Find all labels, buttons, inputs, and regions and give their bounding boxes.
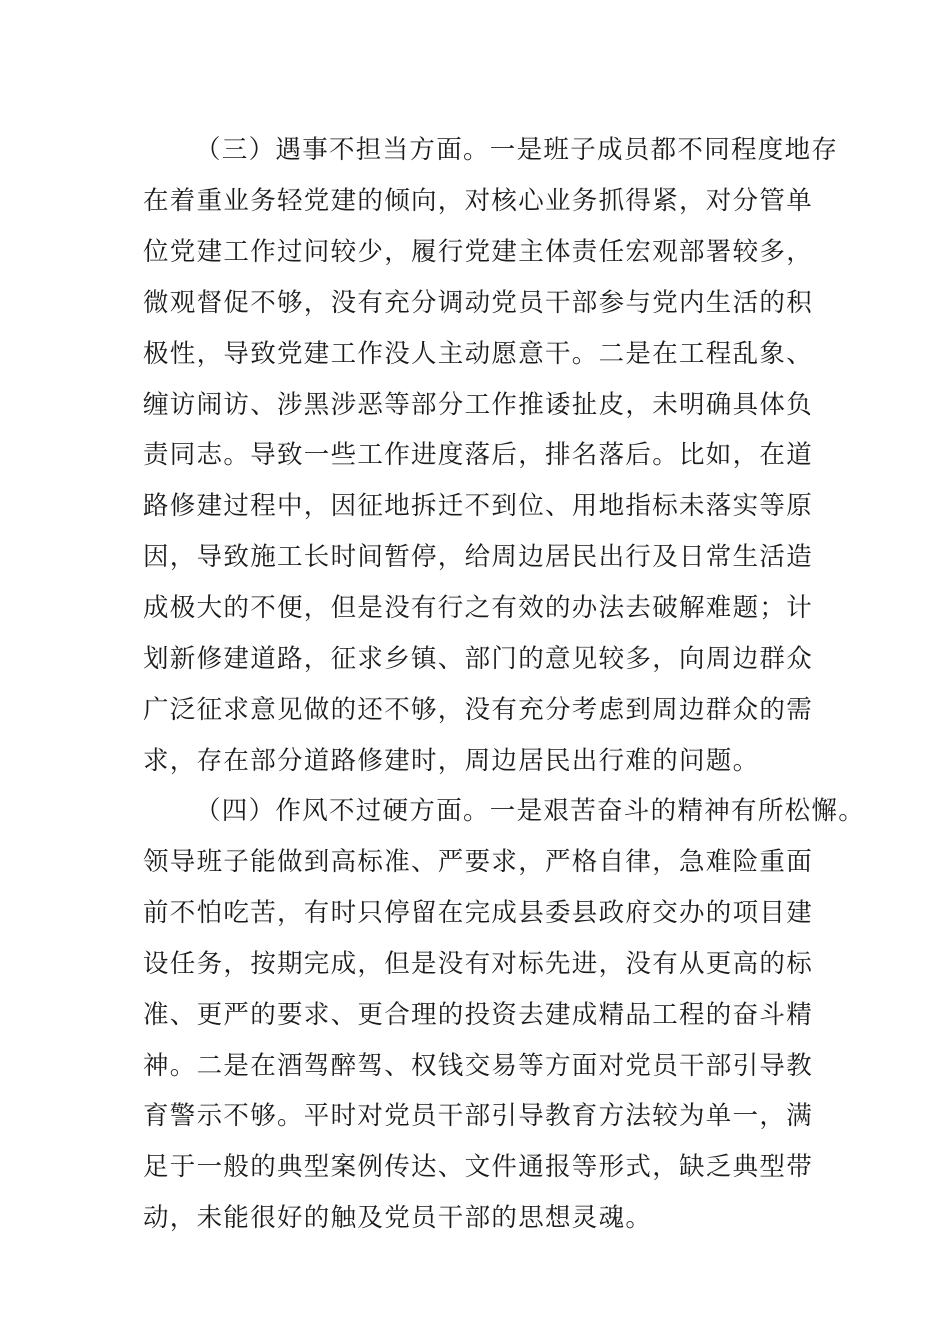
- text-line: 缠访闹访、涉黑涉恶等部分工作推诿扯皮，未明确具体负: [143, 390, 814, 420]
- text-line: 划新修建道路，征求乡镇、部门的意见较多，向周边群众: [143, 644, 814, 674]
- text-line: 前不怕吃苦，有时只停留在完成县委县政府交办的项目建: [143, 898, 814, 928]
- text-line: 位党建工作过问较少，履行党建主体责任宏观部署较多，: [143, 237, 814, 267]
- text-line: （三）遇事不担当方面。一是班子成员都不同程度地存: [195, 135, 839, 165]
- text-line: 足于一般的典型案例传达、文件通报等形式，缺乏典型带: [143, 1152, 814, 1182]
- text-line: 在着重业务轻党建的倾向，对核心业务抓得紧，对分管单: [143, 186, 814, 216]
- text-line: 设任务，按期完成，但是没有对标先进，没有从更高的标: [143, 949, 814, 979]
- text-line: 极性，导致党建工作没人主动愿意干。二是在工程乱象、: [143, 339, 814, 369]
- text-line: 成极大的不便，但是没有行之有效的办法去破解难题；计: [143, 593, 814, 623]
- text-line: 求，存在部分道路修建时，周边居民出行难的问题。: [143, 746, 760, 776]
- text-line: 微观督促不够，没有充分调动党员干部参与党内生活的积: [143, 288, 814, 318]
- text-line: 因，导致施工长时间暂停，给周边居民出行及日常生活造: [143, 542, 814, 572]
- text-line: 育警示不够。平时对党员干部引导教育方法较为单一，满: [143, 1101, 814, 1131]
- text-line: 领导班子能做到高标准、严要求，严格自律，急难险重面: [143, 847, 814, 877]
- text-line: 动，未能很好的触及党员干部的思想灵魂。: [143, 1203, 653, 1233]
- text-line: 神。二是在酒驾醉驾、权钱交易等方面对党员干部引导教: [143, 1051, 814, 1081]
- text-line: 路修建过程中，因征地拆迁不到位、用地指标未落实等原: [143, 491, 814, 521]
- text-line: 广泛征求意见做的还不够，没有充分考虑到周边群众的需: [143, 695, 814, 725]
- text-line: 责同志。导致一些工作进度落后，排名落后。比如，在道: [143, 440, 814, 470]
- text-line: 准、更严的要求、更合理的投资去建成精品工程的奋斗精: [143, 1000, 814, 1030]
- text-line: （四）作风不过硬方面。一是艰苦奋斗的精神有所松懈。: [195, 796, 866, 826]
